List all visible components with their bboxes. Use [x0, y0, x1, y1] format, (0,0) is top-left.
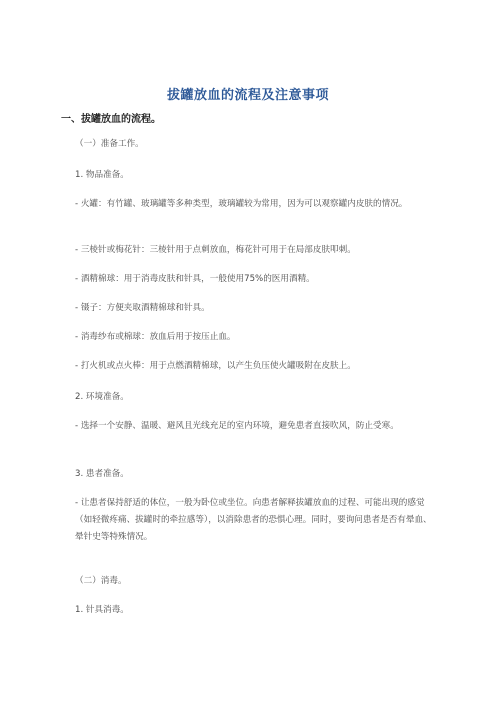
list-item: 1. 针具消毒。: [75, 605, 129, 615]
list-item: - 火罐：有竹罐、玻璃罐等多种类型，玻璃罐较为常用，因为可以观察罐内皮肤的情况。: [75, 199, 408, 209]
list-item: - 消毒纱布或棉球：放血后用于按压止血。: [75, 332, 236, 342]
list-item: - 三棱针或梅花针：三棱针用于点刺放血，梅花针可用于在局部皮肤叩刺。: [75, 245, 356, 255]
list-item: - 酒精棉球：用于消毒皮肤和针具，一般使用75%的医用酒精。: [75, 274, 315, 284]
list-item: - 镊子：方便夹取酒精棉球和针具。: [75, 303, 210, 313]
list-item: - 打火机或点火棒：用于点燃酒精棉球，以产生负压使火罐吸附在皮肤上。: [75, 361, 356, 371]
list-item: - 选择一个安静、温暖、避风且光线充足的室内环境，避免患者直接吹风，防止受寒。: [75, 421, 399, 431]
list-item: - 让患者保持舒适的体位，一般为卧位或坐位。向患者解释拔罐放血的过程、可能出现的感觉（如轻微疼痛、拔罐时的牵拉感等），以消除患者的恐惧心理。同时，要询问患者是否有晕血、晕针史等特殊情况。: [75, 498, 432, 542]
subsection-title-prep: （一）准备工作。: [75, 139, 144, 149]
subsection-title-disinfect: （二）消毒。: [75, 576, 127, 586]
list-item: 2. 环境准备。: [75, 392, 129, 402]
page-title: 拔罐放血的流程及注意事项: [166, 88, 329, 103]
list-item: 1. 物品准备。: [75, 170, 129, 180]
section-heading: 一、拔罐放血的流程。: [61, 114, 161, 125]
list-item: 3. 患者准备。: [75, 469, 129, 479]
